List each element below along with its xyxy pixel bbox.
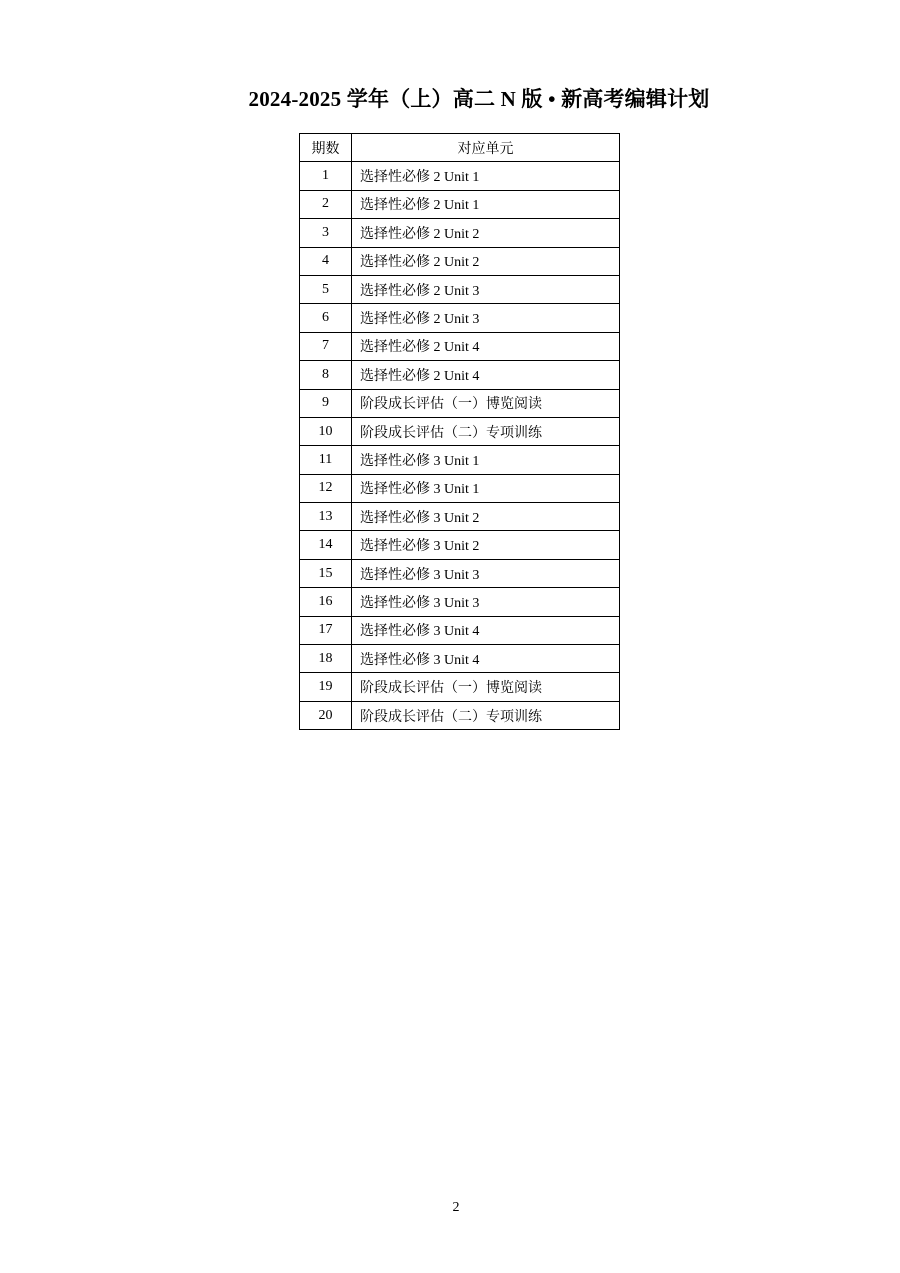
table-row bbox=[300, 219, 620, 247]
table-row bbox=[300, 559, 620, 587]
unit-cell: 阶段成长评估（二）专项训练 bbox=[352, 701, 620, 729]
unit-cell: 选择性必修 3 Unit 1 bbox=[352, 446, 620, 474]
issue-cell: 9 bbox=[300, 389, 352, 417]
table-row bbox=[300, 275, 620, 303]
unit-cell: 选择性必修 3 Unit 2 bbox=[352, 503, 620, 531]
header-issue: 期数 bbox=[300, 134, 352, 162]
table-row bbox=[300, 531, 620, 559]
edit-plan-table bbox=[299, 133, 620, 730]
header-unit: 对应单元 bbox=[352, 134, 620, 162]
issue-cell: 4 bbox=[300, 247, 352, 275]
unit-cell: 选择性必修 2 Unit 2 bbox=[352, 219, 620, 247]
issue-cell: 5 bbox=[300, 275, 352, 303]
unit-cell: 选择性必修 2 Unit 1 bbox=[352, 190, 620, 218]
unit-cell: 选择性必修 3 Unit 1 bbox=[352, 474, 620, 502]
unit-cell: 阶段成长评估（一）博览阅读 bbox=[352, 673, 620, 701]
table-row bbox=[300, 332, 620, 360]
issue-cell: 1 bbox=[300, 162, 352, 190]
issue-cell: 16 bbox=[300, 588, 352, 616]
unit-cell: 选择性必修 3 Unit 2 bbox=[352, 531, 620, 559]
unit-cell: 选择性必修 2 Unit 2 bbox=[352, 247, 620, 275]
unit-cell: 选择性必修 2 Unit 4 bbox=[352, 332, 620, 360]
unit-cell: 选择性必修 3 Unit 3 bbox=[352, 559, 620, 587]
unit-cell: 选择性必修 2 Unit 1 bbox=[352, 162, 620, 190]
table-row bbox=[300, 361, 620, 389]
issue-cell: 19 bbox=[300, 673, 352, 701]
issue-cell: 13 bbox=[300, 503, 352, 531]
unit-cell: 选择性必修 3 Unit 3 bbox=[352, 588, 620, 616]
table-row bbox=[300, 247, 620, 275]
issue-cell: 2 bbox=[300, 190, 352, 218]
page-number: 2 bbox=[452, 1200, 460, 1215]
unit-cell: 选择性必修 2 Unit 3 bbox=[352, 304, 620, 332]
table-row bbox=[300, 673, 620, 701]
table-row bbox=[300, 446, 620, 474]
table-row bbox=[300, 190, 620, 218]
table-row bbox=[300, 474, 620, 502]
table-row bbox=[300, 503, 620, 531]
issue-cell: 10 bbox=[300, 417, 352, 445]
issue-cell: 20 bbox=[300, 701, 352, 729]
issue-cell: 7 bbox=[300, 332, 352, 360]
issue-cell: 6 bbox=[300, 304, 352, 332]
issue-cell: 11 bbox=[300, 446, 352, 474]
issue-cell: 14 bbox=[300, 531, 352, 559]
issue-cell: 15 bbox=[300, 559, 352, 587]
issue-cell: 17 bbox=[300, 616, 352, 644]
table-row bbox=[300, 162, 620, 190]
issue-cell: 12 bbox=[300, 474, 352, 502]
unit-cell: 选择性必修 3 Unit 4 bbox=[352, 645, 620, 673]
issue-cell: 18 bbox=[300, 645, 352, 673]
table-header bbox=[300, 134, 620, 162]
unit-cell: 选择性必修 2 Unit 4 bbox=[352, 361, 620, 389]
table-header-row bbox=[300, 134, 620, 162]
table-row bbox=[300, 417, 620, 445]
table-row bbox=[300, 645, 620, 673]
unit-cell: 选择性必修 2 Unit 3 bbox=[352, 275, 620, 303]
table-row bbox=[300, 701, 620, 729]
issue-cell: 3 bbox=[300, 219, 352, 247]
page-title: 2024-2025 学年（上）高二 N 版 • 新高考编辑计划 bbox=[248, 87, 710, 111]
table-row bbox=[300, 389, 620, 417]
table-row bbox=[300, 616, 620, 644]
table-row bbox=[300, 304, 620, 332]
unit-cell: 阶段成长评估（一）博览阅读 bbox=[352, 389, 620, 417]
issue-cell: 8 bbox=[300, 361, 352, 389]
table-body bbox=[300, 162, 620, 730]
unit-cell: 选择性必修 3 Unit 4 bbox=[352, 616, 620, 644]
table-row bbox=[300, 588, 620, 616]
unit-cell: 阶段成长评估（二）专项训练 bbox=[352, 417, 620, 445]
